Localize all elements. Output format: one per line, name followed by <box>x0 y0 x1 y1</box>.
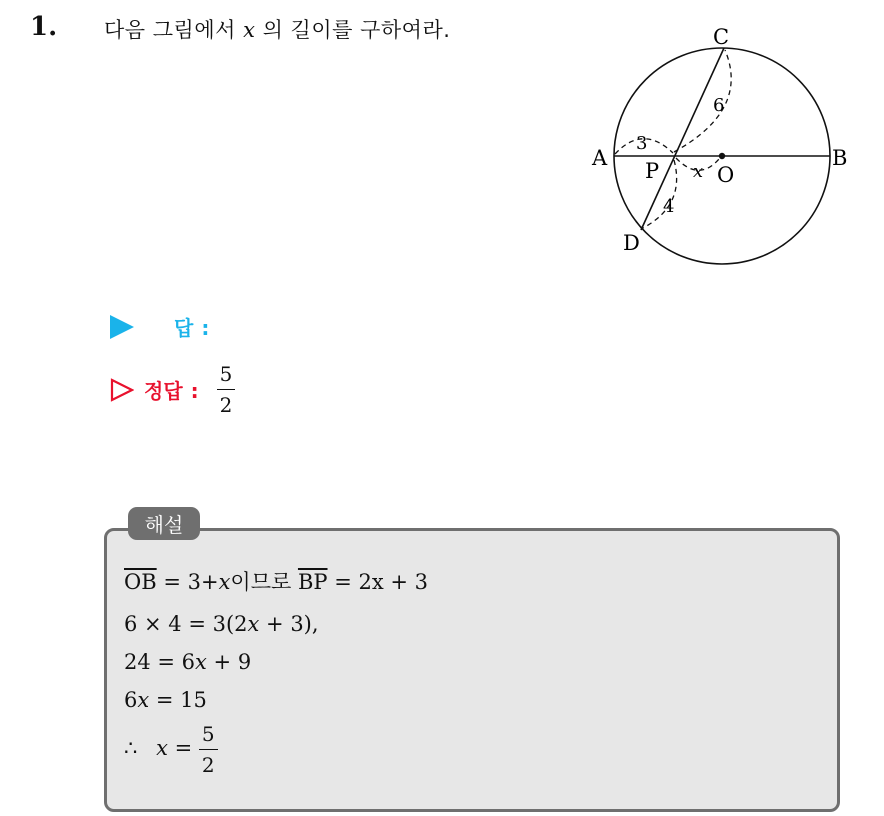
label-c: C <box>713 25 730 49</box>
answer-label: 답 : <box>174 316 210 340</box>
correct-answer-numerator: 5 <box>219 362 233 386</box>
play-icon <box>110 315 134 339</box>
solution-line-3: 24 = 6x + 9 <box>124 650 252 674</box>
solution-line-1: $\overline{OB} = 3+x$이므로 $\overline{BP} = 2x + 3$ <box>124 570 428 594</box>
length-pd: 4 <box>663 196 675 217</box>
correct-answer-row <box>110 362 235 417</box>
question-variable: x <box>243 18 256 42</box>
circle-diagram <box>580 18 860 278</box>
label-b: B <box>832 146 848 170</box>
length-pc: 6 <box>713 95 725 116</box>
correct-answer-fraction <box>217 362 236 417</box>
question-text-suffix: 의 길이를 구하여라. <box>255 18 451 42</box>
length-ap: 3 <box>636 133 648 154</box>
label-o: O <box>717 163 735 187</box>
solution-fraction: $\frac{5}{2}$ <box>199 722 218 777</box>
solution-line-5: ∴ x = $\frac{5}{2}$ <box>124 722 218 777</box>
label-d: D <box>623 231 640 255</box>
label-a: A <box>592 146 608 170</box>
question-number: 1. <box>30 12 58 42</box>
solution-tab: 해설 <box>128 507 200 540</box>
segment-bp: $\overline{BP}$ <box>297 570 328 594</box>
label-p: P <box>645 159 660 183</box>
correct-answer-label: 정답 : <box>144 379 199 403</box>
chord-cd <box>641 48 724 230</box>
center-point <box>719 153 725 159</box>
solution-line-2: 6 × 4 = 3(2x + 3), <box>124 612 319 636</box>
question-text <box>104 14 450 44</box>
question-text-prefix: 다음 그림에서 <box>104 18 244 42</box>
segment-ob: $\overline{OB}$ <box>124 570 157 594</box>
outline-triangle-icon <box>110 378 134 402</box>
label-x: x <box>693 161 704 182</box>
solution-line-4: 6x = 15 <box>124 688 207 712</box>
answer-row <box>110 312 209 341</box>
correct-answer-denominator: 2 <box>219 393 233 417</box>
therefore-symbol: ∴ <box>124 736 138 760</box>
